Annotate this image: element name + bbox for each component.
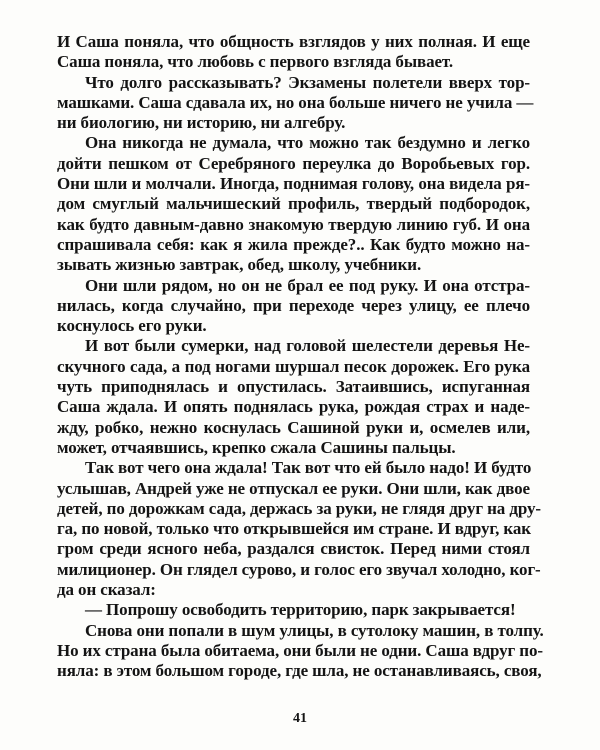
- text-line: няла: в этом большом городе, где шла, не останавливаясь, своя,: [57, 661, 542, 681]
- paragraph: [57, 32, 530, 73]
- text-line: услышав, Андрей уже не отпускал ее руки. Они шли, как двое: [57, 478, 530, 498]
- text-line: коснулось его руки.: [57, 316, 207, 336]
- text-line: ни биологию, ни историю, ни алгебру.: [57, 113, 346, 133]
- paragraph: [57, 458, 541, 600]
- text-line: дойти пешком от Серебряного переулка до Воробьевых гор.: [57, 153, 530, 173]
- text-line: И вот были сумерки, над головой шелестели деревья Не-: [85, 336, 530, 356]
- text-line: гром среди ясного неба, раздался свисток. Перед ними стоял: [57, 539, 530, 559]
- text-line: скучного сада, а под ногами шуршал песок дорожек. Его рука: [57, 356, 530, 376]
- text-line: Но их страна была обитаема, они были не одни. Саша вдруг по-: [57, 640, 543, 660]
- text-line: Так вот чего она ждала! Так вот что ей было надо! И будто: [85, 458, 532, 478]
- text-line: машками. Саша сдавала их, но она больше ничего не учила —: [57, 92, 534, 112]
- text-line: чуть приподнялась и опустилась. Затаившись, испуганная: [57, 377, 530, 397]
- text-line: И Саша поняла, что общность взглядов у них полная. И еще: [57, 32, 530, 51]
- text-line: — Попрошу освободить территорию, парк закрывается!: [85, 600, 516, 620]
- text-line: спрашивала себя: как я жила прежде?.. Как будто можно на-: [57, 234, 530, 254]
- text-line: Они шли рядом, но он не брал ее под руку. И она отстра-: [85, 275, 530, 295]
- body-text: [57, 32, 544, 682]
- text-line: может, отчаявшись, крепко сжала Сашины пальцы.: [57, 437, 456, 457]
- text-line: Саша ждала. И опять поднялась рука, рождая страх и наде-: [57, 397, 530, 417]
- text-line: Они шли и молчали. Иногда, поднимая голову, она видела ря-: [57, 174, 530, 194]
- paragraph: [57, 276, 530, 337]
- text-line: нилась, когда случайно, при переходе через улицу, ее плечо: [57, 295, 530, 315]
- text-line: Что долго рассказывать? Экзамены полетели вверх тор-: [85, 72, 530, 92]
- page-number: 41: [293, 711, 307, 726]
- text-line: дом смуглый мальчишеский профиль, твердый подбородок,: [57, 194, 530, 214]
- text-line: Она никогда не думала, что можно так бездумно и легко: [85, 133, 530, 153]
- paragraph: [57, 600, 530, 620]
- text-line: Саша поняла, что любовь с первого взгляда бывает.: [57, 52, 454, 72]
- text-line: детей, по дорожкам сада, держась за руки, не глядя друг на дру-: [57, 498, 541, 518]
- text-line: Снова они попали в шум улицы, в сутолоку машин, в толпу.: [85, 620, 544, 640]
- text-line: жду, робко, нежно коснулась Сашиной руки и, осмелев или,: [57, 417, 530, 437]
- paragraph: [57, 72, 534, 134]
- paragraph: [57, 336, 530, 458]
- text-line: зывать жизнью завтрак, обед, школу, учебники.: [57, 255, 422, 275]
- text-line: га, по новой, только что открывшейся им стране. И вдруг, как: [57, 519, 531, 539]
- text-line: да он сказал:: [57, 580, 156, 600]
- text-line: как будто давным-давно знакомую твердую линию губ. И она: [57, 214, 530, 234]
- text-line: милиционер. Он глядел сурово, и голос его звучал холодно, ког-: [57, 559, 541, 579]
- paragraph: [57, 620, 544, 682]
- paragraph: [57, 133, 530, 275]
